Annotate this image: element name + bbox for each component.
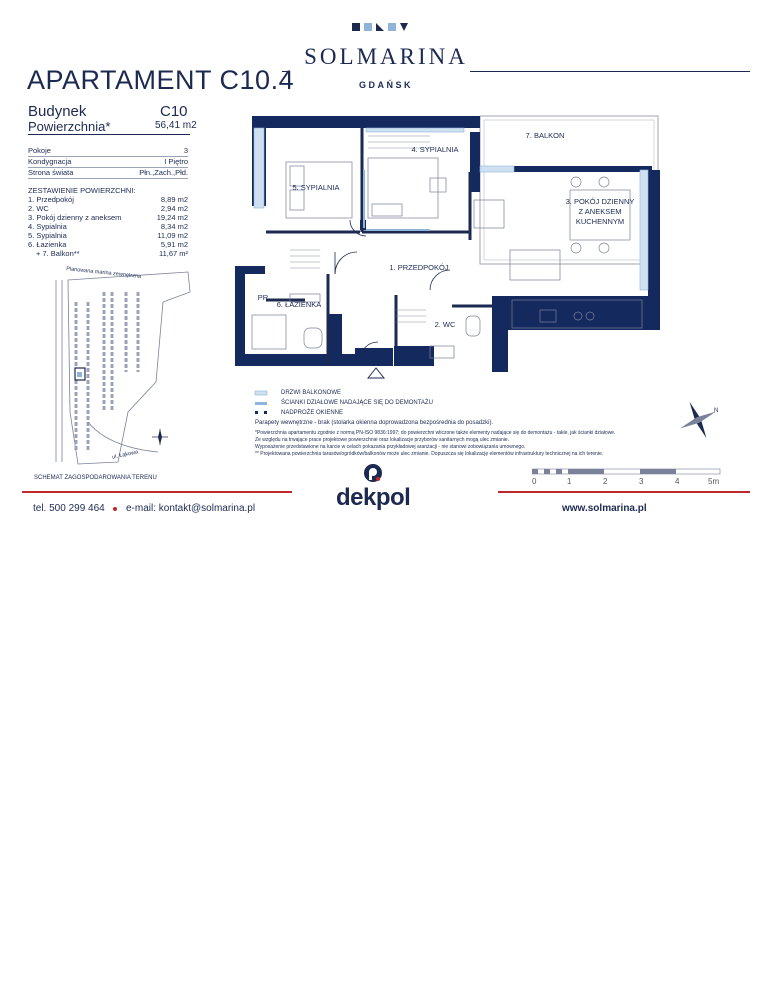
info-label: Strona świata [28,168,74,177]
scale-tick: 1 [567,477,572,486]
developer-logo: dekpol [336,484,411,511]
room-label-living: 3. POKÓJ DZIENNY [565,197,635,206]
legend-swatches [254,390,268,420]
area-row [28,195,188,204]
info-value: Płn.,Zach.,Płd. [139,168,188,177]
info-label: Kondygnacja [28,157,72,166]
area-row-label: 2. WC [28,204,49,213]
area-label: Powierzchnia* [28,119,111,134]
area-row [28,231,188,240]
site-label-marina: Planowana marina zewnętrzna [65,266,142,280]
legend-window-lintel: NADPROŻE OKIENNE [281,410,344,416]
area-row [28,240,188,249]
area-row-label: 3. Pokój dzienny z aneksem [28,213,122,222]
scale-tick: 5m [708,477,720,486]
info-value: I Piętro [164,157,188,166]
note-1: *Powierzchnia apartamentu zgodnie z normą PN-ISO 9836:1997; do powierzchni wliczone także elementy nadające się do demontażu - takie, jak ścianki działowe. [255,430,616,436]
footer-phone[interactable]: tel. 500 299 464 [33,503,105,514]
scale-bar [532,468,722,476]
area-row-label: 4. Sypialnia [28,222,67,231]
footer-email[interactable]: e-mail: kontakt@solmarina.pl [126,503,256,514]
note-2: Ze względu na trwające prace projektowe powierzchnie oraz lokalizacje przyborów sanitarnych mogą ulec zmianie. [255,437,510,443]
dekpol-logo-icon [363,463,383,485]
area-row-label: + 7. Balkon** [36,249,80,258]
area-row-label: 5. Sypialnia [28,231,67,240]
site-label-street: ul. Łąkowa [111,449,139,461]
room-label-bedroom-5: 5. SYPIALNIA [292,183,340,192]
footer-divider [498,491,750,493]
room-label-pr: PR [257,293,269,302]
areas-heading: ZESTAWIENIE POWIERZCHNI: [28,186,136,195]
info-row [28,168,188,179]
area-row-value: 11,67 m² [158,249,188,258]
building-label: Budynek [28,103,87,120]
legend-balcony-door: DRZWI BALKONOWE [281,390,342,396]
brand-city: GDAŃSK [358,80,413,90]
scale-tick: 2 [603,477,608,486]
building-value: C10 [160,103,188,120]
room-label-bedroom-4: 4. SYPIALNIA [411,145,459,154]
info-label: Pokoje [28,146,51,155]
area-row [28,222,188,231]
apartment-title: APARTAMENT C10.4 [27,65,295,95]
area-row-value: 11,09 m2 [157,231,188,240]
area-row-value: 5,91 m2 [160,240,188,249]
scale-tick: 0 [532,477,537,486]
site-plan-map [48,262,198,472]
area-row [28,204,188,213]
area-row-label: 1. Przedpokój [28,195,74,204]
info-value: 3 [183,146,188,155]
room-label-bathroom: 6. ŁAZIENKA [276,300,322,309]
area-value: 56,41 m2 [155,120,197,131]
footer-divider [22,491,292,493]
separator-dot [113,507,117,511]
divider [28,134,190,135]
room-label-zm: ZM [521,314,533,323]
info-row [28,146,188,157]
room-label-wc: 2. WC [434,320,456,329]
area-row-value: 19,24 m2 [156,213,188,222]
room-label-living-3: KUCHENNYM [575,217,625,226]
note-3: Wyposażenie przedstawione na karcie w celach pokazania przykładowej aranżacji - nie stanowi zobowiązania umownego. [255,444,526,450]
area-row-label: 6. Łazienka [28,240,67,249]
scale-tick: 4 [675,477,680,486]
room-label-living-2: Z ANEKSEM [578,207,622,216]
brand-name: SOLMARINA [304,44,468,69]
area-row-value: 8,89 m2 [160,195,188,204]
legend-removable-wall: ŚCIANKI DZIAŁOWE NADAJĄCE SIĘ DO DEMONTAŻU [281,400,433,406]
note-parapety: Parapety wewnętrzne - brak (stolarka okienna doprowadzona bezpośrednia do posadzki). [255,420,494,426]
svg-text:N: N [714,408,719,414]
header-divider [470,71,750,72]
area-row [36,249,188,258]
scale-tick: 3 [639,477,644,486]
room-label-balcony: 7. BALKON [525,131,565,140]
area-row-value: 2,94 m2 [160,204,188,213]
note-4: ** Projektowana powierzchnia tarasów/ogródków/balkonów może ulec zmianie. Dopuszcza się lokalizację elementów infrastruktury technicznej na ich terenie. [255,451,604,457]
area-row [28,213,188,222]
footer-website[interactable]: www.solmarina.pl [562,503,647,514]
area-row-value: 8,34 m2 [160,222,188,231]
room-label-hall: 1. PRZEDPOKÓJ [389,263,449,272]
site-plan-caption: SCHEMAT ZAGOSPODAROWANIA TERENU [34,475,157,481]
brand-mark-icon [352,20,412,34]
info-row [28,157,188,168]
